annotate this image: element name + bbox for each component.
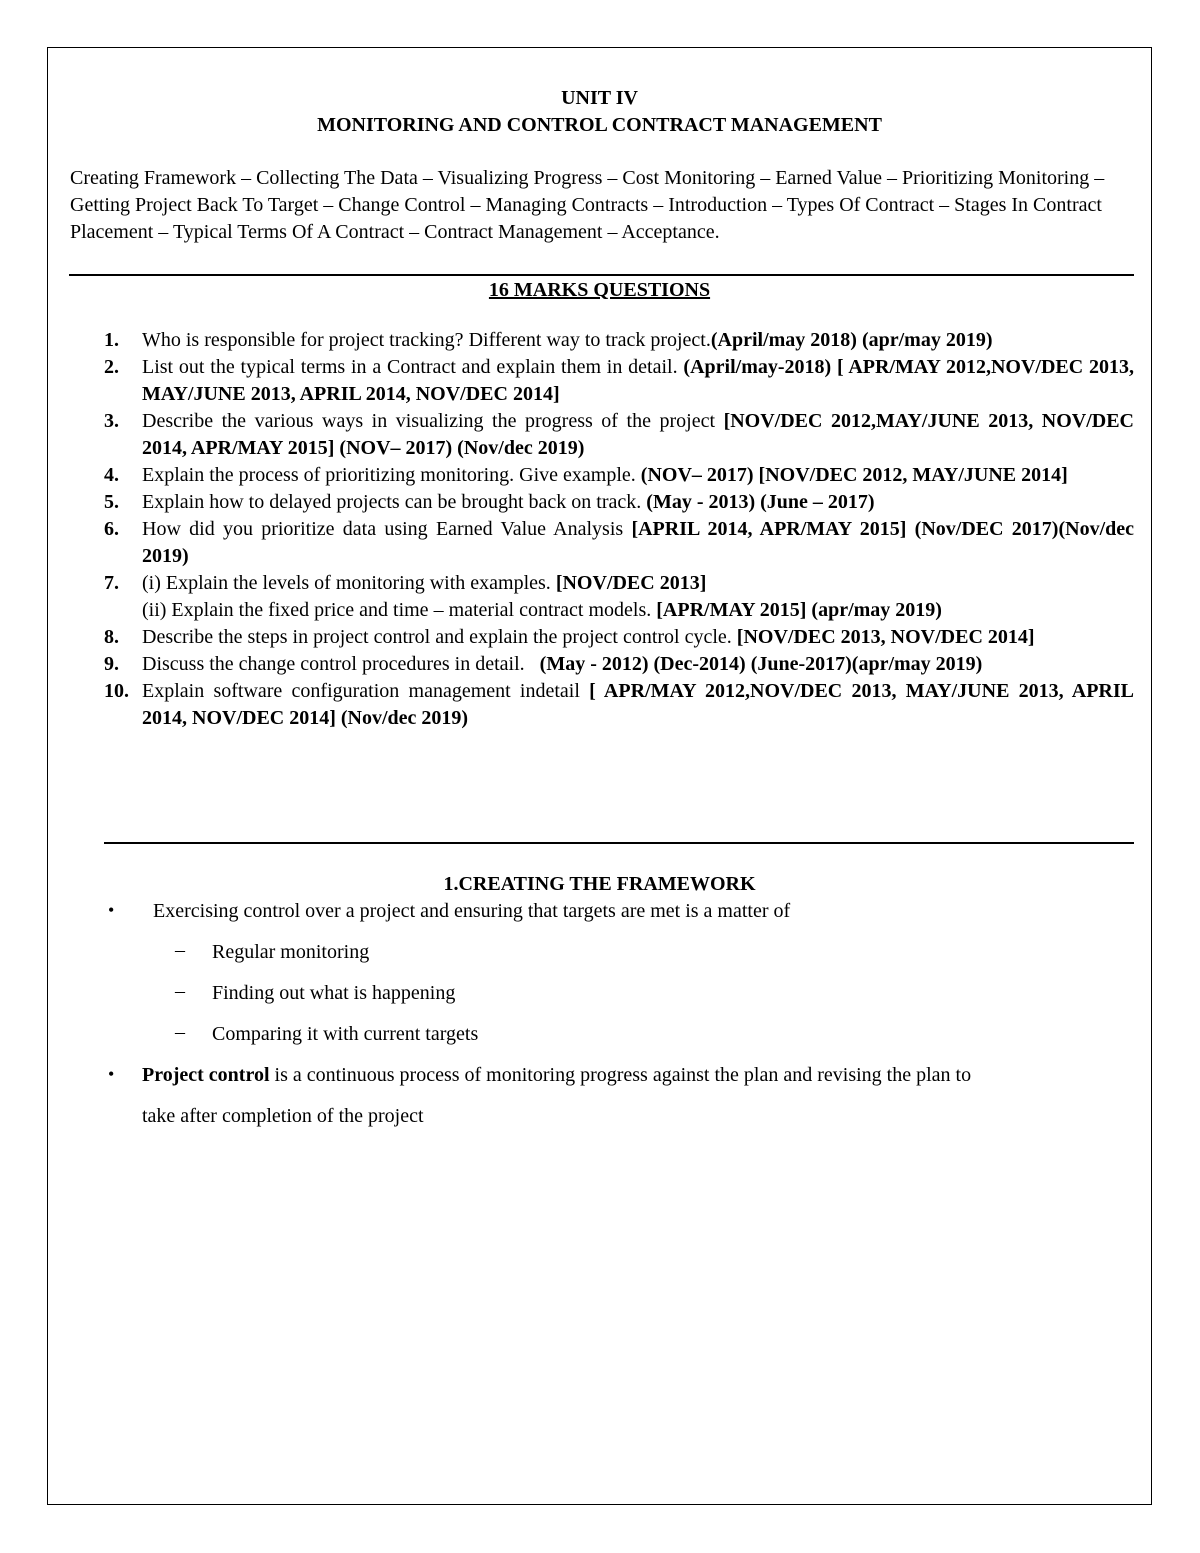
question-ref: (April/may 2018) (apr/may 2019) (710, 329, 993, 351)
bullet-icon: • (108, 900, 115, 920)
question-number: 9. (104, 653, 119, 675)
divider-bottom (104, 842, 1134, 844)
dash-icon: – (175, 939, 185, 961)
question-number: 7. (104, 572, 119, 594)
sub-item: Regular monitoring (212, 941, 370, 963)
question-item (104, 678, 1134, 732)
question-subtext: (ii) Explain the fixed price and time – material contract models. (142, 599, 652, 621)
question-ref: [NOV/DEC 2012,MAY/JUNE 2013, NOV/DEC 2014, APR/MAY 2015] (NOV– 2017) (Nov/dec 2019) (142, 410, 1135, 459)
question-text: List out the typical terms in a Contract and explain them in detail. (142, 356, 678, 378)
question-text: (i) Explain the levels of monitoring with examples. (142, 572, 551, 594)
questions-heading: 16 MARKS QUESTIONS (488, 279, 711, 301)
question-item (104, 516, 1134, 570)
question-subref: [APR/MAY 2015] (apr/may 2019) (656, 599, 942, 621)
question-item (104, 651, 1134, 678)
question-text: Explain how to delayed projects can be brought back on track. (142, 491, 642, 513)
unit-number: UNIT IV (561, 87, 638, 109)
question-text: Explain software configuration management indetail (142, 680, 580, 702)
questions-list (104, 327, 1134, 732)
question-text: Who is responsible for project tracking? Different way to track project. (142, 329, 711, 351)
question-text: Discuss the change control procedures in detail. (142, 653, 525, 675)
bullet-text (142, 1062, 1142, 1089)
question-text: How did you prioritize data using Earned Value Analysis (142, 518, 624, 540)
bullet-text: Exercising control over a project and ensuring that targets are met is a matter of (153, 900, 791, 922)
question-item (104, 570, 1134, 624)
question-number: 4. (104, 464, 119, 486)
bold-term: Project control (142, 1064, 270, 1086)
section-heading: 1.CREATING THE FRAMEWORK (443, 873, 756, 895)
question-ref: [ APR/MAY 2012,NOV/DEC 2013, MAY/JUNE 2013, APRIL 2014, NOV/DEC 2014] (Nov/dec 2019) (142, 680, 1135, 729)
syllabus-topics: Creating Framework – Collecting The Data – Visualizing Progress – Cost Monitoring – Earned Value – Prioritizing Monitoring – Getting Project Back To Target – Change Control – Managing Contracts – Introduction – Types Of Contract – Stages In Contract Placement – Typical Terms Of A Contract – Contract Management – Acceptance. (70, 167, 1105, 243)
question-ref: (NOV– 2017) [NOV/DEC 2012, MAY/JUNE 2014] (640, 464, 1068, 486)
question-ref: (May - 2012) (Dec-2014) (June-2017)(apr/may 2019) (539, 653, 983, 675)
question-item (104, 624, 1134, 651)
question-item (104, 327, 1134, 354)
question-number: 10. (104, 680, 129, 702)
bullet-text-rest: is a continuous process of monitoring progress against the plan and revising the plan to (269, 1064, 972, 1086)
sub-item: Finding out what is happening (212, 982, 456, 1004)
dash-icon: – (175, 980, 185, 1002)
question-number: 8. (104, 626, 119, 648)
question-ref: (May - 2013) (June – 2017) (646, 491, 875, 513)
divider-top (69, 274, 1134, 276)
dash-icon: – (175, 1021, 185, 1043)
bullet-icon: • (108, 1064, 115, 1084)
question-item (104, 462, 1134, 489)
question-number: 2. (104, 356, 119, 378)
question-text: Describe the various ways in visualizing the progress of the project (142, 410, 716, 432)
page-border (47, 47, 1152, 1505)
question-item (104, 354, 1134, 408)
unit-title: MONITORING AND CONTROL CONTRACT MANAGEMENT (317, 114, 882, 136)
question-ref: (April/may-2018) [ APR/MAY 2012,NOV/DEC 2013, MAY/JUNE 2013, APRIL 2014, NOV/DEC 2014] (142, 356, 1135, 405)
bullet-text-continued: take after completion of the project (142, 1105, 424, 1127)
question-ref: [APRIL 2014, APR/MAY 2015] (Nov/DEC 2017)(Nov/dec 2019) (142, 518, 1134, 567)
question-number: 6. (104, 518, 119, 540)
question-ref: [NOV/DEC 2013, NOV/DEC 2014] (736, 626, 1035, 648)
question-text: Describe the steps in project control and explain the project control cycle. (142, 626, 732, 648)
question-number: 5. (104, 491, 119, 513)
question-number: 1. (104, 329, 119, 351)
question-text: Explain the process of prioritizing monitoring. Give example. (142, 464, 636, 486)
question-ref: [NOV/DEC 2013] (555, 572, 707, 594)
question-item (104, 489, 1134, 516)
question-item (104, 408, 1134, 462)
sub-item: Comparing it with current targets (212, 1023, 479, 1045)
question-number: 3. (104, 410, 119, 432)
